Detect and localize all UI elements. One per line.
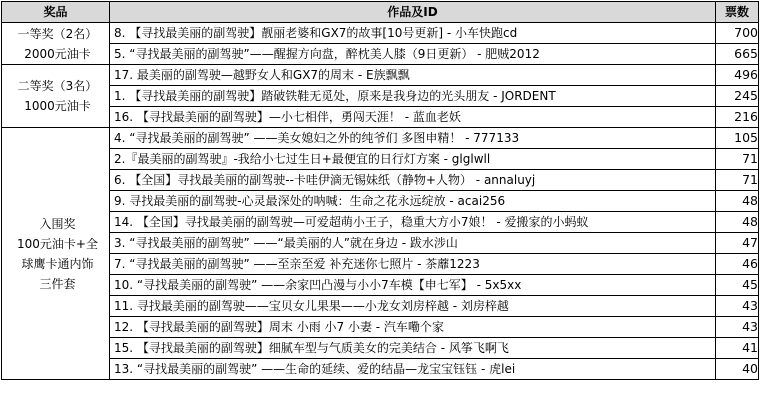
work-cell: 1. 【寻找最美丽的副驾驶】踏破铁鞋无觅处，原来是我身边的光头朋友 - JORDENT — [110, 86, 716, 107]
prize-line: 二等奖（3名） — [17, 79, 98, 93]
work-cell: 2.『最美丽的副驾驶』-我给小七过生日+最便宜的日行灯方案 - glglwll — [110, 149, 716, 170]
votes-cell: 105 — [716, 128, 759, 149]
table-row — [2, 254, 759, 275]
table-row — [2, 233, 759, 254]
work-cell: 3. “寻找最美丽的副驾驶” ——“最美丽的人”就在身边 - 跋水涉山 — [110, 233, 716, 254]
table-row — [2, 65, 759, 86]
prize-cell — [2, 128, 110, 380]
prize-line: 球鹰卡通内饰 — [21, 256, 94, 271]
votes-cell: 48 — [716, 191, 759, 212]
header-prize: 奖品 — [2, 2, 110, 23]
prize-line: 1000元油卡 — [24, 99, 91, 113]
table-row — [2, 191, 759, 212]
work-cell: 15. 【寻找最美丽的副驾驶】细腻车型与气质美女的完美结合 - 风筝飞啊飞 — [110, 338, 716, 359]
votes-cell: 43 — [716, 317, 759, 338]
table-row — [2, 317, 759, 338]
votes-cell: 48 — [716, 212, 759, 233]
prize-line: 三件套 — [39, 276, 76, 291]
table-row — [2, 170, 759, 191]
votes-cell: 496 — [716, 65, 759, 86]
table-row — [2, 107, 759, 128]
votes-cell: 47 — [716, 233, 759, 254]
votes-cell: 43 — [716, 296, 759, 317]
header-votes: 票数 — [716, 2, 759, 23]
work-cell: 14. 【全国】寻找最美丽的副驾驶—可爱超萌小王子，稳重大方小7娘！ - 爱搬家的小蚂蚁 — [110, 212, 716, 233]
header-work: 作品及ID — [110, 2, 716, 23]
votes-cell: 665 — [716, 44, 759, 65]
table-body — [2, 23, 759, 380]
work-cell: 5. “寻找最美丽的副驾驶”——醒握方向盘，醉枕美人膝（9日更新） - 肥贼2012 — [110, 44, 716, 65]
work-cell: 9. 寻找最美丽的副驾驶-心灵最深处的呐喊：生命之花永远绽放 - acai256 — [110, 191, 716, 212]
votes-cell: 71 — [716, 149, 759, 170]
work-cell: 17. 最美丽的副驾驶—越野女人和GX7的周末 - E族飘飘 — [110, 65, 716, 86]
votes-cell: 40 — [716, 359, 759, 380]
work-cell: 6. 【全国】寻找最美丽的副驾驶--卡哇伊滴无锡妹纸（静物+人物） - annaluyj — [110, 170, 716, 191]
work-cell: 11. 寻找最美丽的副驾驶——宝贝女儿果果——小龙女刘房梓越 - 刘房梓越 — [110, 296, 716, 317]
votes-cell: 46 — [716, 254, 759, 275]
awards-table — [1, 1, 759, 380]
prize-line: 2000元油卡 — [24, 46, 91, 61]
work-cell: 13. “寻找最美丽的副驾驶” ——生命的延续、爱的结晶—龙宝宝钰钰 - 虎lei — [110, 359, 716, 380]
work-cell: 10. “寻找最美丽的副驾驶” ——余家凹凸漫与小小7车模【申七军】 - 5x5xx — [110, 275, 716, 296]
work-cell: 16. 【寻找最美丽的副驾驶】—小七相伴，勇闯天涯！ - 蓝血老妖 — [110, 107, 716, 128]
work-cell: 4. “寻找最美丽的副驾驶” ——美女媳妇之外的纯爷们 多图申精！ - 777133 — [110, 128, 716, 149]
prize-cell — [2, 65, 110, 128]
votes-cell: 700 — [716, 23, 759, 44]
votes-cell: 71 — [716, 170, 759, 191]
table-row — [2, 86, 759, 107]
table-row — [2, 128, 759, 149]
prize-line: 一等奖（2名） — [17, 26, 98, 41]
table-row — [2, 359, 759, 380]
prize-line: 100元油卡+全 — [17, 236, 98, 251]
prize-cell — [2, 23, 110, 65]
votes-cell: 41 — [716, 338, 759, 359]
work-cell: 7. “寻找最美丽的副驾驶” ——至亲至爱 补充迷你七照片 - 茶蘼1223 — [110, 254, 716, 275]
votes-cell: 245 — [716, 86, 759, 107]
table-row — [2, 212, 759, 233]
table-row — [2, 275, 759, 296]
prize-line: 入围奖 — [39, 216, 76, 231]
table-row — [2, 23, 759, 44]
work-cell: 8. 【寻找最美丽的副驾驶】靓丽老婆和GX7的故事[10号更新] - 小车快跑cd — [110, 23, 716, 44]
header-row — [2, 2, 759, 23]
table-row — [2, 149, 759, 170]
table-row — [2, 296, 759, 317]
table-row — [2, 44, 759, 65]
table-row — [2, 338, 759, 359]
votes-cell: 216 — [716, 107, 759, 128]
work-cell: 12. 【寻找最美丽的副驾驶】周末 小雨 小7 小妻 - 汽车嘞个家 — [110, 317, 716, 338]
votes-cell: 45 — [716, 275, 759, 296]
